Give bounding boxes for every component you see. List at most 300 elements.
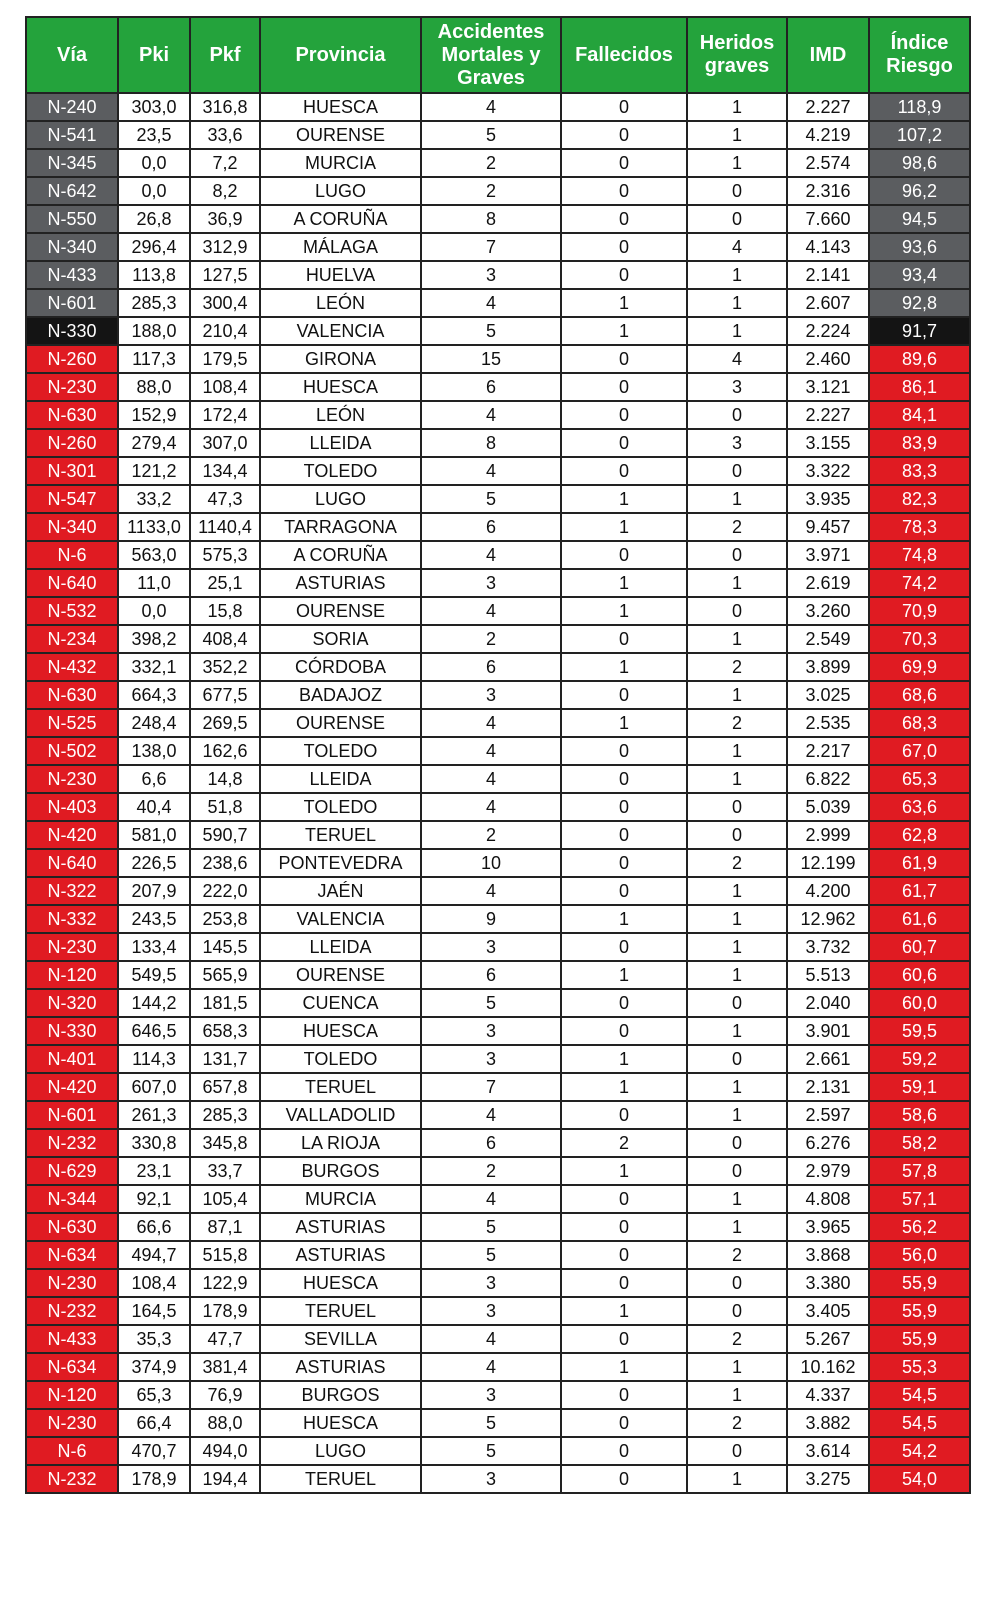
cell-via: N-320 <box>26 989 118 1017</box>
cell-fallecidos: 0 <box>561 1269 687 1297</box>
cell-pki: 33,2 <box>118 485 190 513</box>
cell-pkf: 25,1 <box>190 569 260 597</box>
cell-pkf: 238,6 <box>190 849 260 877</box>
cell-indice-riesgo: 83,9 <box>869 429 970 457</box>
cell-provincia: TOLEDO <box>260 457 421 485</box>
cell-pki: 664,3 <box>118 681 190 709</box>
cell-pki: 88,0 <box>118 373 190 401</box>
cell-heridos-graves: 1 <box>687 1017 787 1045</box>
cell-pki: 66,4 <box>118 1409 190 1437</box>
table-row <box>26 877 970 905</box>
cell-accidentes: 3 <box>421 681 561 709</box>
cell-pkf: 14,8 <box>190 765 260 793</box>
cell-fallecidos: 0 <box>561 877 687 905</box>
cell-fallecidos: 0 <box>561 541 687 569</box>
cell-heridos-graves: 0 <box>687 177 787 205</box>
cell-fallecidos: 1 <box>561 1157 687 1185</box>
cell-accidentes: 4 <box>421 401 561 429</box>
cell-pkf: 677,5 <box>190 681 260 709</box>
cell-pki: 144,2 <box>118 989 190 1017</box>
cell-via: N-432 <box>26 653 118 681</box>
cell-heridos-graves: 0 <box>687 1129 787 1157</box>
cell-accidentes: 15 <box>421 345 561 373</box>
cell-pkf: 179,5 <box>190 345 260 373</box>
cell-indice-riesgo: 62,8 <box>869 821 970 849</box>
cell-fallecidos: 0 <box>561 1409 687 1437</box>
cell-imd: 2.619 <box>787 569 869 597</box>
cell-imd: 2.131 <box>787 1073 869 1101</box>
cell-pkf: 515,8 <box>190 1241 260 1269</box>
cell-pkf: 178,9 <box>190 1297 260 1325</box>
cell-heridos-graves: 1 <box>687 261 787 289</box>
cell-provincia: TERUEL <box>260 1297 421 1325</box>
table-row <box>26 1269 970 1297</box>
cell-imd: 12.199 <box>787 849 869 877</box>
cell-provincia: ASTURIAS <box>260 1213 421 1241</box>
table-row <box>26 289 970 317</box>
cell-heridos-graves: 1 <box>687 93 787 121</box>
cell-via: N-301 <box>26 457 118 485</box>
cell-heridos-graves: 1 <box>687 1101 787 1129</box>
cell-heridos-graves: 1 <box>687 1465 787 1493</box>
cell-fallecidos: 1 <box>561 485 687 513</box>
cell-indice-riesgo: 57,1 <box>869 1185 970 1213</box>
cell-imd: 3.901 <box>787 1017 869 1045</box>
table-row <box>26 429 970 457</box>
table-row <box>26 513 970 541</box>
table-row <box>26 93 970 121</box>
cell-provincia: OURENSE <box>260 121 421 149</box>
cell-heridos-graves: 1 <box>687 933 787 961</box>
cell-imd: 12.962 <box>787 905 869 933</box>
cell-pki: 108,4 <box>118 1269 190 1297</box>
cell-provincia: ASTURIAS <box>260 1241 421 1269</box>
table-row <box>26 317 970 345</box>
cell-heridos-graves: 2 <box>687 653 787 681</box>
cell-fallecidos: 1 <box>561 1045 687 1073</box>
cell-fallecidos: 1 <box>561 961 687 989</box>
cell-accidentes: 4 <box>421 1101 561 1129</box>
cell-pki: 164,5 <box>118 1297 190 1325</box>
cell-heridos-graves: 0 <box>687 597 787 625</box>
cell-pki: 138,0 <box>118 737 190 765</box>
cell-pkf: 590,7 <box>190 821 260 849</box>
cell-indice-riesgo: 118,9 <box>869 93 970 121</box>
cell-pkf: 1140,4 <box>190 513 260 541</box>
header-row <box>26 17 970 93</box>
table-row <box>26 625 970 653</box>
cell-indice-riesgo: 70,3 <box>869 625 970 653</box>
cell-indice-riesgo: 107,2 <box>869 121 970 149</box>
table-row <box>26 709 970 737</box>
cell-pkf: 33,7 <box>190 1157 260 1185</box>
cell-imd: 2.217 <box>787 737 869 765</box>
cell-pkf: 131,7 <box>190 1045 260 1073</box>
cell-fallecidos: 0 <box>561 1465 687 1493</box>
cell-accidentes: 6 <box>421 961 561 989</box>
cell-provincia: HUESCA <box>260 373 421 401</box>
cell-fallecidos: 1 <box>561 905 687 933</box>
cell-via: N-120 <box>26 1381 118 1409</box>
cell-imd: 7.660 <box>787 205 869 233</box>
cell-fallecidos: 1 <box>561 597 687 625</box>
cell-via: N-230 <box>26 765 118 793</box>
cell-accidentes: 4 <box>421 93 561 121</box>
cell-heridos-graves: 2 <box>687 709 787 737</box>
cell-via: N-332 <box>26 905 118 933</box>
cell-indice-riesgo: 57,8 <box>869 1157 970 1185</box>
cell-fallecidos: 0 <box>561 345 687 373</box>
cell-via: N-230 <box>26 1409 118 1437</box>
cell-provincia: MURCIA <box>260 1185 421 1213</box>
cell-provincia: HUESCA <box>260 93 421 121</box>
table-row <box>26 541 970 569</box>
cell-imd: 2.597 <box>787 1101 869 1129</box>
cell-imd: 3.260 <box>787 597 869 625</box>
cell-via: N-547 <box>26 485 118 513</box>
cell-heridos-graves: 0 <box>687 541 787 569</box>
cell-pkf: 105,4 <box>190 1185 260 1213</box>
cell-provincia: CÓRDOBA <box>260 653 421 681</box>
table-row <box>26 653 970 681</box>
header-accidentes: Accidentes Mortales y Graves <box>421 17 561 93</box>
cell-via: N-601 <box>26 1101 118 1129</box>
cell-provincia: LEÓN <box>260 289 421 317</box>
cell-via: N-630 <box>26 1213 118 1241</box>
header-fallecidos: Fallecidos <box>561 17 687 93</box>
header-pki: Pki <box>118 17 190 93</box>
cell-imd: 4.808 <box>787 1185 869 1213</box>
cell-provincia: TERUEL <box>260 1465 421 1493</box>
cell-fallecidos: 0 <box>561 1017 687 1045</box>
cell-provincia: SORIA <box>260 625 421 653</box>
cell-pki: 581,0 <box>118 821 190 849</box>
cell-indice-riesgo: 89,6 <box>869 345 970 373</box>
cell-provincia: LLEIDA <box>260 429 421 457</box>
cell-indice-riesgo: 92,8 <box>869 289 970 317</box>
cell-heridos-graves: 2 <box>687 1325 787 1353</box>
cell-accidentes: 4 <box>421 597 561 625</box>
cell-fallecidos: 0 <box>561 121 687 149</box>
cell-provincia: ASTURIAS <box>260 1353 421 1381</box>
cell-provincia: LUGO <box>260 485 421 513</box>
cell-fallecidos: 1 <box>561 1353 687 1381</box>
cell-heridos-graves: 1 <box>687 149 787 177</box>
cell-imd: 3.275 <box>787 1465 869 1493</box>
cell-indice-riesgo: 54,5 <box>869 1381 970 1409</box>
cell-fallecidos: 0 <box>561 821 687 849</box>
cell-pki: 646,5 <box>118 1017 190 1045</box>
cell-imd: 3.899 <box>787 653 869 681</box>
header-provincia: Provincia <box>260 17 421 93</box>
cell-imd: 3.882 <box>787 1409 869 1437</box>
cell-via: N-260 <box>26 345 118 373</box>
cell-imd: 5.513 <box>787 961 869 989</box>
cell-fallecidos: 0 <box>561 429 687 457</box>
cell-indice-riesgo: 54,2 <box>869 1437 970 1465</box>
cell-heridos-graves: 2 <box>687 1409 787 1437</box>
cell-imd: 3.732 <box>787 933 869 961</box>
cell-provincia: VALLADOLID <box>260 1101 421 1129</box>
table-body <box>26 93 970 1493</box>
cell-via: N-630 <box>26 681 118 709</box>
table-row <box>26 849 970 877</box>
cell-pkf: 8,2 <box>190 177 260 205</box>
cell-accidentes: 4 <box>421 289 561 317</box>
table-row <box>26 177 970 205</box>
cell-accidentes: 5 <box>421 989 561 1017</box>
cell-provincia: TOLEDO <box>260 1045 421 1073</box>
table-row <box>26 1325 970 1353</box>
cell-pki: 285,3 <box>118 289 190 317</box>
cell-accidentes: 7 <box>421 233 561 261</box>
cell-indice-riesgo: 84,1 <box>869 401 970 429</box>
cell-pki: 117,3 <box>118 345 190 373</box>
cell-pki: 261,3 <box>118 1101 190 1129</box>
cell-provincia: TERUEL <box>260 1073 421 1101</box>
cell-pki: 23,1 <box>118 1157 190 1185</box>
cell-imd: 3.868 <box>787 1241 869 1269</box>
cell-via: N-525 <box>26 709 118 737</box>
cell-accidentes: 6 <box>421 1129 561 1157</box>
cell-indice-riesgo: 61,7 <box>869 877 970 905</box>
cell-accidentes: 4 <box>421 737 561 765</box>
cell-imd: 2.227 <box>787 93 869 121</box>
table-row <box>26 373 970 401</box>
cell-fallecidos: 0 <box>561 625 687 653</box>
cell-via: N-345 <box>26 149 118 177</box>
cell-imd: 9.457 <box>787 513 869 541</box>
cell-provincia: CUENCA <box>260 989 421 1017</box>
cell-pkf: 122,9 <box>190 1269 260 1297</box>
cell-indice-riesgo: 61,6 <box>869 905 970 933</box>
cell-pki: 133,4 <box>118 933 190 961</box>
cell-provincia: LUGO <box>260 177 421 205</box>
cell-imd: 4.337 <box>787 1381 869 1409</box>
cell-indice-riesgo: 91,7 <box>869 317 970 345</box>
cell-provincia: OURENSE <box>260 597 421 625</box>
cell-indice-riesgo: 60,6 <box>869 961 970 989</box>
cell-pki: 279,4 <box>118 429 190 457</box>
table-row <box>26 765 970 793</box>
cell-heridos-graves: 1 <box>687 1073 787 1101</box>
cell-imd: 3.155 <box>787 429 869 457</box>
cell-fallecidos: 0 <box>561 177 687 205</box>
cell-pki: 11,0 <box>118 569 190 597</box>
cell-imd: 2.574 <box>787 149 869 177</box>
cell-fallecidos: 1 <box>561 709 687 737</box>
cell-provincia: ASTURIAS <box>260 569 421 597</box>
cell-imd: 2.661 <box>787 1045 869 1073</box>
cell-heridos-graves: 0 <box>687 1157 787 1185</box>
cell-indice-riesgo: 54,5 <box>869 1409 970 1437</box>
cell-indice-riesgo: 78,3 <box>869 513 970 541</box>
cell-accidentes: 4 <box>421 877 561 905</box>
table-row <box>26 1157 970 1185</box>
cell-fallecidos: 0 <box>561 93 687 121</box>
cell-via: N-634 <box>26 1241 118 1269</box>
cell-pki: 40,4 <box>118 793 190 821</box>
cell-pkf: 127,5 <box>190 261 260 289</box>
table-row <box>26 793 970 821</box>
cell-indice-riesgo: 65,3 <box>869 765 970 793</box>
cell-pkf: 88,0 <box>190 1409 260 1437</box>
cell-heridos-graves: 0 <box>687 1437 787 1465</box>
cell-imd: 3.935 <box>787 485 869 513</box>
cell-accidentes: 3 <box>421 1045 561 1073</box>
cell-fallecidos: 1 <box>561 653 687 681</box>
cell-accidentes: 5 <box>421 121 561 149</box>
cell-provincia: TARRAGONA <box>260 513 421 541</box>
cell-accidentes: 4 <box>421 1325 561 1353</box>
cell-pkf: 408,4 <box>190 625 260 653</box>
cell-fallecidos: 0 <box>561 765 687 793</box>
cell-pki: 188,0 <box>118 317 190 345</box>
cell-indice-riesgo: 68,3 <box>869 709 970 737</box>
cell-pki: 121,2 <box>118 457 190 485</box>
cell-imd: 5.039 <box>787 793 869 821</box>
cell-via: N-403 <box>26 793 118 821</box>
cell-via: N-433 <box>26 1325 118 1353</box>
cell-indice-riesgo: 83,3 <box>869 457 970 485</box>
cell-pkf: 87,1 <box>190 1213 260 1241</box>
cell-fallecidos: 0 <box>561 681 687 709</box>
cell-via: N-240 <box>26 93 118 121</box>
cell-imd: 4.200 <box>787 877 869 905</box>
cell-heridos-graves: 2 <box>687 1241 787 1269</box>
cell-heridos-graves: 1 <box>687 765 787 793</box>
table-row <box>26 681 970 709</box>
cell-pkf: 285,3 <box>190 1101 260 1129</box>
table-row <box>26 1465 970 1493</box>
cell-heridos-graves: 0 <box>687 205 787 233</box>
table-row <box>26 1381 970 1409</box>
table-row <box>26 457 970 485</box>
cell-accidentes: 5 <box>421 1437 561 1465</box>
cell-indice-riesgo: 93,6 <box>869 233 970 261</box>
cell-imd: 2.040 <box>787 989 869 1017</box>
cell-via: N-340 <box>26 233 118 261</box>
cell-imd: 6.276 <box>787 1129 869 1157</box>
cell-via: N-344 <box>26 1185 118 1213</box>
cell-provincia: LLEIDA <box>260 765 421 793</box>
cell-fallecidos: 1 <box>561 513 687 541</box>
table-row <box>26 1017 970 1045</box>
cell-imd: 3.965 <box>787 1213 869 1241</box>
cell-fallecidos: 1 <box>561 317 687 345</box>
cell-accidentes: 4 <box>421 793 561 821</box>
cell-via: N-340 <box>26 513 118 541</box>
cell-pkf: 162,6 <box>190 737 260 765</box>
cell-pki: 0,0 <box>118 597 190 625</box>
table-row <box>26 485 970 513</box>
cell-indice-riesgo: 56,2 <box>869 1213 970 1241</box>
cell-indice-riesgo: 59,5 <box>869 1017 970 1045</box>
cell-fallecidos: 0 <box>561 1325 687 1353</box>
cell-provincia: A CORUÑA <box>260 541 421 569</box>
cell-provincia: GIRONA <box>260 345 421 373</box>
cell-pkf: 352,2 <box>190 653 260 681</box>
table-row <box>26 961 970 989</box>
cell-provincia: LEÓN <box>260 401 421 429</box>
cell-heridos-graves: 1 <box>687 317 787 345</box>
cell-via: N-322 <box>26 877 118 905</box>
table-row <box>26 1073 970 1101</box>
cell-indice-riesgo: 60,7 <box>869 933 970 961</box>
cell-provincia: HUESCA <box>260 1269 421 1297</box>
table-row <box>26 737 970 765</box>
cell-pki: 26,8 <box>118 205 190 233</box>
table-row <box>26 569 970 597</box>
cell-pkf: 253,8 <box>190 905 260 933</box>
cell-via: N-230 <box>26 933 118 961</box>
cell-pki: 243,5 <box>118 905 190 933</box>
cell-heridos-graves: 1 <box>687 1213 787 1241</box>
cell-pkf: 15,8 <box>190 597 260 625</box>
cell-fallecidos: 0 <box>561 1101 687 1129</box>
cell-fallecidos: 0 <box>561 849 687 877</box>
cell-via: N-234 <box>26 625 118 653</box>
cell-fallecidos: 1 <box>561 1073 687 1101</box>
cell-provincia: OURENSE <box>260 961 421 989</box>
cell-pkf: 381,4 <box>190 1353 260 1381</box>
cell-indice-riesgo: 58,2 <box>869 1129 970 1157</box>
table-row <box>26 205 970 233</box>
cell-pkf: 657,8 <box>190 1073 260 1101</box>
cell-imd: 2.999 <box>787 821 869 849</box>
cell-fallecidos: 0 <box>561 401 687 429</box>
cell-fallecidos: 1 <box>561 569 687 597</box>
cell-via: N-433 <box>26 261 118 289</box>
cell-imd: 5.267 <box>787 1325 869 1353</box>
cell-pki: 65,3 <box>118 1381 190 1409</box>
cell-indice-riesgo: 86,1 <box>869 373 970 401</box>
cell-imd: 6.822 <box>787 765 869 793</box>
cell-accidentes: 5 <box>421 1213 561 1241</box>
cell-heridos-graves: 1 <box>687 625 787 653</box>
cell-heridos-graves: 2 <box>687 513 787 541</box>
cell-heridos-graves: 3 <box>687 373 787 401</box>
cell-indice-riesgo: 59,1 <box>869 1073 970 1101</box>
cell-imd: 2.535 <box>787 709 869 737</box>
cell-pkf: 76,9 <box>190 1381 260 1409</box>
cell-accidentes: 2 <box>421 177 561 205</box>
cell-pki: 549,5 <box>118 961 190 989</box>
cell-provincia: PONTEVEDRA <box>260 849 421 877</box>
cell-accidentes: 10 <box>421 849 561 877</box>
cell-pki: 563,0 <box>118 541 190 569</box>
cell-pkf: 316,8 <box>190 93 260 121</box>
cell-accidentes: 8 <box>421 205 561 233</box>
cell-via: N-420 <box>26 1073 118 1101</box>
cell-via: N-550 <box>26 205 118 233</box>
cell-imd: 2.316 <box>787 177 869 205</box>
cell-heridos-graves: 1 <box>687 485 787 513</box>
cell-accidentes: 7 <box>421 1073 561 1101</box>
cell-indice-riesgo: 98,6 <box>869 149 970 177</box>
cell-accidentes: 8 <box>421 429 561 457</box>
cell-via: N-6 <box>26 1437 118 1465</box>
cell-accidentes: 4 <box>421 765 561 793</box>
table-row <box>26 1297 970 1325</box>
cell-accidentes: 3 <box>421 1269 561 1297</box>
cell-via: N-420 <box>26 821 118 849</box>
header-heridos-graves: Heridos graves <box>687 17 787 93</box>
cell-pki: 0,0 <box>118 149 190 177</box>
cell-pkf: 33,6 <box>190 121 260 149</box>
cell-pki: 607,0 <box>118 1073 190 1101</box>
cell-heridos-graves: 0 <box>687 1297 787 1325</box>
